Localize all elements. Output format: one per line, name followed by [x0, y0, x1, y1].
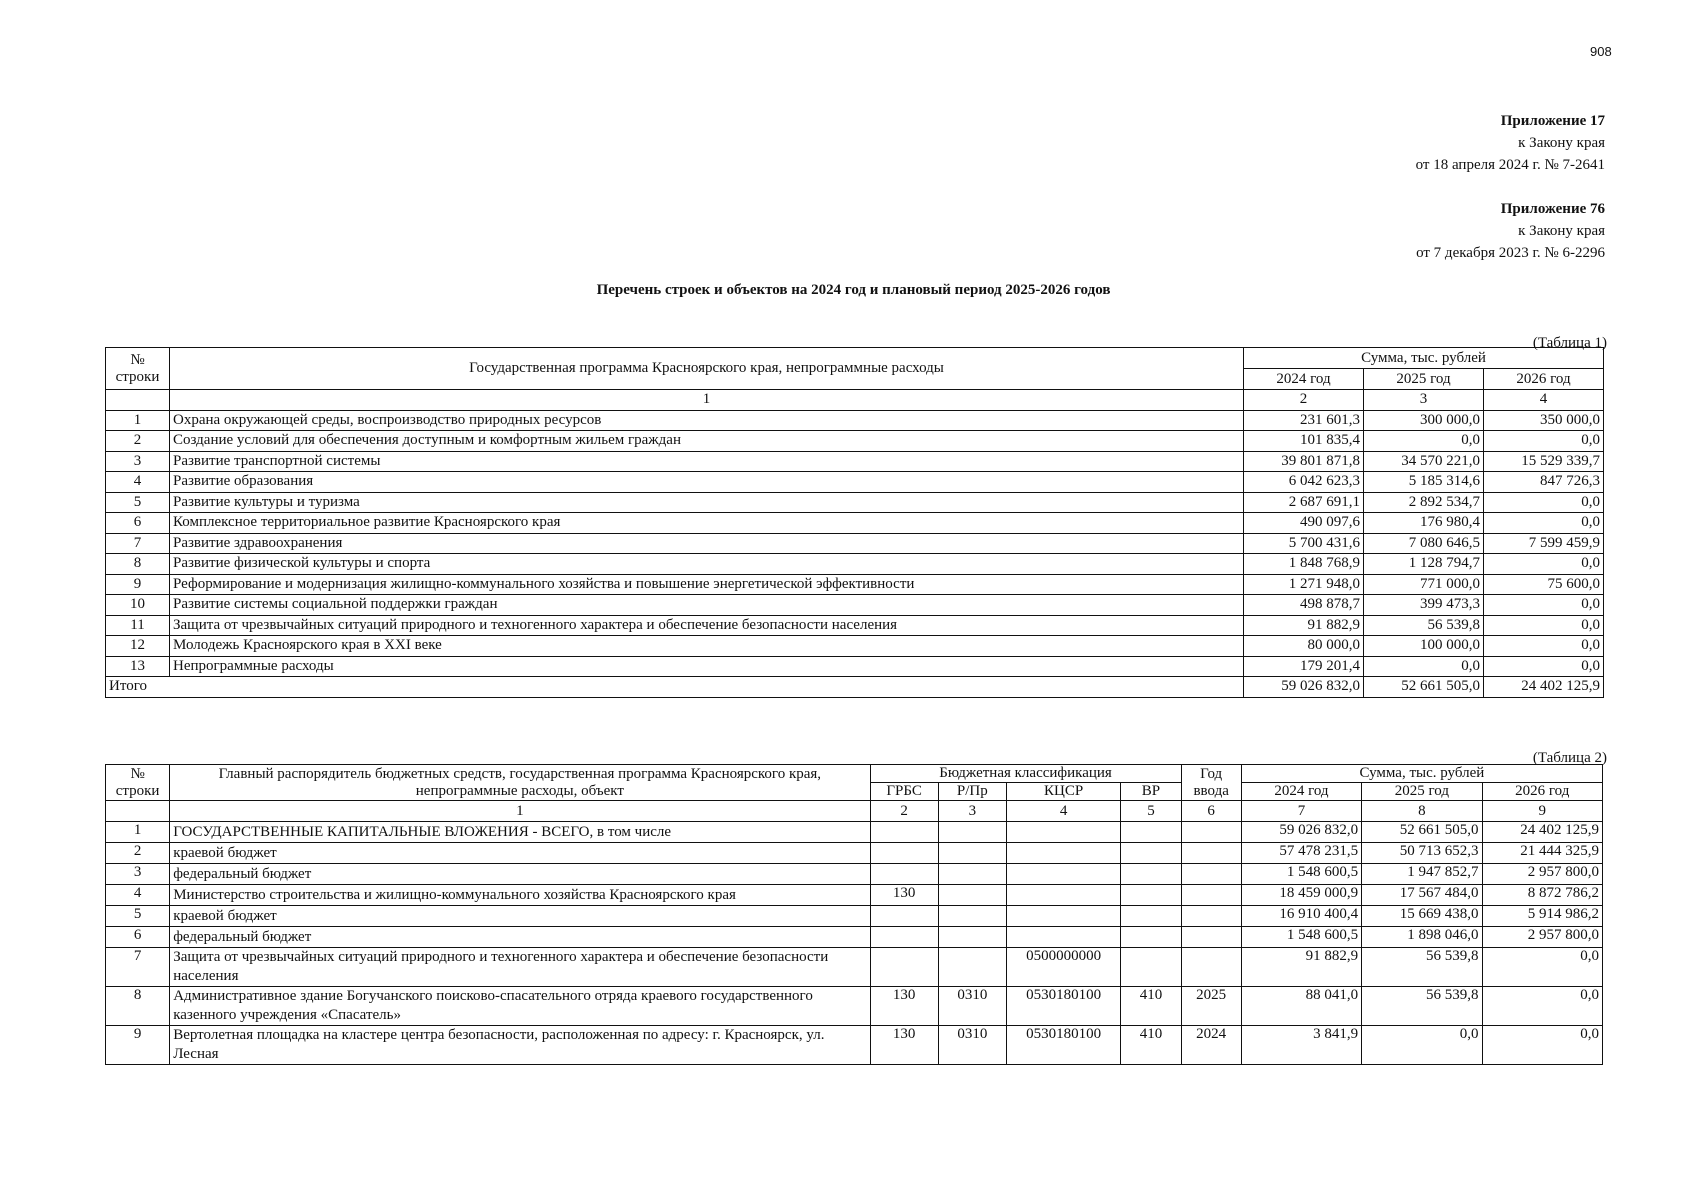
- table2-row-2024: 57 478 231,5: [1241, 843, 1361, 864]
- table1-row: [106, 410, 1604, 431]
- table2-row-no: 7: [106, 948, 170, 987]
- table2-row-vr: [1121, 927, 1181, 948]
- table1-row: [106, 656, 1604, 677]
- table2-row-2024: 3 841,9: [1241, 1026, 1361, 1065]
- table2-row-grbs: [870, 948, 938, 987]
- table2-row-grbs: 130: [870, 987, 938, 1026]
- table1-row-2026: 0,0: [1484, 513, 1604, 534]
- table2-row-2024: 1 548 600,5: [1241, 864, 1361, 885]
- table2-row-2026: 5 914 986,2: [1482, 906, 1602, 927]
- table2-colnum-blank: [106, 801, 170, 822]
- table2-row-2025: 50 713 652,3: [1362, 843, 1482, 864]
- table2-colnum: 2: [870, 801, 938, 822]
- table2-row-vr: 410: [1121, 1026, 1181, 1065]
- table2-row-2025: 56 539,8: [1362, 948, 1482, 987]
- table2-colnum: 9: [1482, 801, 1602, 822]
- table1-note: (Таблица 1): [1532, 335, 1607, 351]
- table2-row-rpr: [938, 948, 1006, 987]
- table2-row-2024: 88 041,0: [1241, 987, 1361, 1026]
- table1-total-label: Итого: [106, 677, 1244, 698]
- table2-row-vr: [1121, 864, 1181, 885]
- table2-note: (Таблица 2): [1532, 750, 1607, 766]
- table1-row: [106, 574, 1604, 595]
- table2-colnum: 8: [1362, 801, 1482, 822]
- table1-row: [106, 492, 1604, 513]
- table2-header-sum: Сумма, тыс. рублей: [1241, 765, 1602, 783]
- table2-row-2025: 1 898 046,0: [1362, 927, 1482, 948]
- table1-row: [106, 513, 1604, 534]
- table1-row-no: 5: [106, 492, 170, 513]
- table2-row-year: [1181, 822, 1241, 843]
- table1-row-2024: 231 601,3: [1244, 410, 1364, 431]
- table2-row-year: 2025: [1181, 987, 1241, 1026]
- table1-row-2025: 1 128 794,7: [1364, 554, 1484, 575]
- table1-row-2024: 498 878,7: [1244, 595, 1364, 616]
- table1-row-no: 13: [106, 656, 170, 677]
- table1-row-name: Развитие физической культуры и спорта: [170, 554, 1244, 575]
- table2-row-kcsr: 0530180100: [1006, 1026, 1120, 1065]
- table1-row-no: 6: [106, 513, 170, 534]
- table2-header-grbs: ГРБС: [870, 783, 938, 801]
- table2-row-2025: 0,0: [1362, 1026, 1482, 1065]
- table1: [105, 347, 1604, 698]
- table2-row: [106, 1026, 1603, 1065]
- table1-row-no: 12: [106, 636, 170, 657]
- table1-colnum: 3: [1364, 390, 1484, 411]
- table1-row-2026: 0,0: [1484, 636, 1604, 657]
- table1-row-no: 11: [106, 615, 170, 636]
- table1-header-2025: 2025 год: [1364, 369, 1484, 390]
- table2-header-name: Главный распорядитель бюджетных средств, государственная программа Красноярского края, непрограммные расходы, объект: [170, 765, 870, 801]
- table2-row: [106, 948, 1603, 987]
- table2-row-rpr: [938, 843, 1006, 864]
- table2-row-2025: 56 539,8: [1362, 987, 1482, 1026]
- table2-row: [106, 927, 1603, 948]
- table2-row-kcsr: [1006, 822, 1120, 843]
- table1-row-2026: 847 726,3: [1484, 472, 1604, 493]
- table1-colnum: 4: [1484, 390, 1604, 411]
- table1-row-2025: 5 185 314,6: [1364, 472, 1484, 493]
- table1-header-sum: Сумма, тыс. рублей: [1244, 348, 1604, 369]
- table1-total-2024: 59 026 832,0: [1244, 677, 1364, 698]
- table2-colnum: 3: [938, 801, 1006, 822]
- table1-row-2025: 34 570 221,0: [1364, 451, 1484, 472]
- table2-row-grbs: [870, 822, 938, 843]
- table1-total-2026: 24 402 125,9: [1484, 677, 1604, 698]
- table1-row-2026: 7 599 459,9: [1484, 533, 1604, 554]
- table2-row-rpr: [938, 822, 1006, 843]
- table1-total-row: [106, 677, 1604, 698]
- table1-row: [106, 595, 1604, 616]
- document-title: Перечень строек и объектов на 2024 год и плановый период 2025-2026 годов: [596, 282, 1111, 298]
- table2-row-kcsr: [1006, 927, 1120, 948]
- table2-row-2026: 0,0: [1482, 948, 1602, 987]
- table1-row: [106, 615, 1604, 636]
- table1-row-2026: 350 000,0: [1484, 410, 1604, 431]
- appendix-base-line1: к Закону края: [1518, 223, 1605, 239]
- table1-row: [106, 451, 1604, 472]
- table1-row-no: 1: [106, 410, 170, 431]
- table2-row: [106, 906, 1603, 927]
- table1-row-name: Молодежь Красноярского края в XXI веке: [170, 636, 1244, 657]
- table2-row-2024: 18 459 000,9: [1241, 885, 1361, 906]
- table1-row-name: Развитие культуры и туризма: [170, 492, 1244, 513]
- table1-row-2025: 100 000,0: [1364, 636, 1484, 657]
- table2-row-grbs: 130: [870, 1026, 938, 1065]
- table2-row-2024: 91 882,9: [1241, 948, 1361, 987]
- table2-row: [106, 843, 1603, 864]
- table2-row-rpr: [938, 885, 1006, 906]
- table2-row-rpr: [938, 927, 1006, 948]
- table1-colnum: 2: [1244, 390, 1364, 411]
- table1-row-2025: 0,0: [1364, 656, 1484, 677]
- table2-row-grbs: [870, 927, 938, 948]
- table1-row-name: Развитие транспортной системы: [170, 451, 1244, 472]
- table1-row-name: Развитие системы социальной поддержки граждан: [170, 595, 1244, 616]
- table1-row-no: 10: [106, 595, 170, 616]
- table2-row-rpr: [938, 906, 1006, 927]
- table2-row-kcsr: [1006, 906, 1120, 927]
- table2-row-2026: 24 402 125,9: [1482, 822, 1602, 843]
- table2-row-rpr: 0310: [938, 987, 1006, 1026]
- table2-row-2026: 2 957 800,0: [1482, 927, 1602, 948]
- table1-row-name: Создание условий для обеспечения доступным и комфортным жильем граждан: [170, 431, 1244, 452]
- table2-colnum: 7: [1241, 801, 1361, 822]
- table2-row-no: 3: [106, 864, 170, 885]
- table2-row-kcsr: [1006, 885, 1120, 906]
- appendix-current-title: Приложение 17: [1500, 113, 1605, 129]
- table1-row-2025: 300 000,0: [1364, 410, 1484, 431]
- table2: [105, 764, 1603, 1065]
- table2-row-name: Административное здание Богучанского поисково-спасательного отряда краевого государственного казенного учреждения «Спасатель»: [170, 987, 870, 1026]
- table1-row-name: Охрана окружающей среды, воспроизводство природных ресурсов: [170, 410, 1244, 431]
- table2-header-row-no: № строки: [106, 765, 170, 801]
- table1-row-2024: 80 000,0: [1244, 636, 1364, 657]
- table2-row: [106, 987, 1603, 1026]
- table1-row-2024: 490 097,6: [1244, 513, 1364, 534]
- table1-colnum-blank: [106, 390, 170, 411]
- table2-row-name: федеральный бюджет: [170, 864, 870, 885]
- table1-row-2026: 15 529 339,7: [1484, 451, 1604, 472]
- table1-row-2024: 1 848 768,9: [1244, 554, 1364, 575]
- table1-row: [106, 554, 1604, 575]
- table2-row-2025: 52 661 505,0: [1362, 822, 1482, 843]
- table1-row-2025: 771 000,0: [1364, 574, 1484, 595]
- table1-row-name: Непрограммные расходы: [170, 656, 1244, 677]
- table1-row-2026: 75 600,0: [1484, 574, 1604, 595]
- appendix-current: [1416, 110, 1605, 176]
- table2-row-name: федеральный бюджет: [170, 927, 870, 948]
- table1-row-2024: 5 700 431,6: [1244, 533, 1364, 554]
- table2-row-vr: [1121, 906, 1181, 927]
- table1-row-2026: 0,0: [1484, 554, 1604, 575]
- table2-colnum: 4: [1006, 801, 1120, 822]
- table2-colnum: 6: [1181, 801, 1241, 822]
- table2-row: [106, 822, 1603, 843]
- table2-row-2026: 8 872 786,2: [1482, 885, 1602, 906]
- table2-row-grbs: [870, 864, 938, 885]
- table2-row-year: [1181, 843, 1241, 864]
- table1-row-2026: 0,0: [1484, 431, 1604, 452]
- table2-colnum: 1: [170, 801, 870, 822]
- table2-row-name: Министерство строительства и жилищно-коммунального хозяйства Красноярского края: [170, 885, 870, 906]
- table2-row-grbs: 130: [870, 885, 938, 906]
- table1-row-2025: 7 080 646,5: [1364, 533, 1484, 554]
- table1-row-no: 8: [106, 554, 170, 575]
- table2-row-no: 5: [106, 906, 170, 927]
- page-number: 908: [1590, 44, 1612, 59]
- table1-header-program: Государственная программа Красноярского края, непрограммные расходы: [170, 348, 1244, 390]
- table1-row-2025: 0,0: [1364, 431, 1484, 452]
- table2-header-vr: ВР: [1121, 783, 1181, 801]
- table1-row: [106, 533, 1604, 554]
- table2-colnum: 5: [1121, 801, 1181, 822]
- table2-row-2026: 21 444 325,9: [1482, 843, 1602, 864]
- table2-row-2025: 15 669 438,0: [1362, 906, 1482, 927]
- table2-row-2025: 1 947 852,7: [1362, 864, 1482, 885]
- table1-row-2024: 179 201,4: [1244, 656, 1364, 677]
- table1-row-2024: 2 687 691,1: [1244, 492, 1364, 513]
- table1-row-2024: 6 042 623,3: [1244, 472, 1364, 493]
- table1-row-no: 9: [106, 574, 170, 595]
- table1-header-2026: 2026 год: [1484, 369, 1604, 390]
- table2-row: [106, 864, 1603, 885]
- table1-row-2026: 0,0: [1484, 615, 1604, 636]
- table2-row-year: [1181, 906, 1241, 927]
- table1-row-no: 7: [106, 533, 170, 554]
- table1-header-2024: 2024 год: [1244, 369, 1364, 390]
- table1-row: [106, 431, 1604, 452]
- table1-row-2024: 1 271 948,0: [1244, 574, 1364, 595]
- table2-row-vr: [1121, 843, 1181, 864]
- table2-row-rpr: [938, 864, 1006, 885]
- table2-header-rpr: Р/Пр: [938, 783, 1006, 801]
- table2-row-vr: [1121, 822, 1181, 843]
- table2-row-vr: [1121, 885, 1181, 906]
- table2-row-no: 9: [106, 1026, 170, 1065]
- table2-row-rpr: 0310: [938, 1026, 1006, 1065]
- table2-row-2026: 2 957 800,0: [1482, 864, 1602, 885]
- appendix-base: [1416, 198, 1605, 264]
- table1-row: [106, 472, 1604, 493]
- table2-row-name: краевой бюджет: [170, 843, 870, 864]
- table2-header-kcsr: КЦСР: [1006, 783, 1120, 801]
- table1-row-name: Реформирование и модернизация жилищно-коммунального хозяйства и повышение энергетической эффективности: [170, 574, 1244, 595]
- table2-row-no: 4: [106, 885, 170, 906]
- table1-row-2026: 0,0: [1484, 656, 1604, 677]
- table2-row-kcsr: 0500000000: [1006, 948, 1120, 987]
- table2-row-name: краевой бюджет: [170, 906, 870, 927]
- table1-row-no: 4: [106, 472, 170, 493]
- table2-row-year: [1181, 864, 1241, 885]
- table1-row-2025: 399 473,3: [1364, 595, 1484, 616]
- table2-row-2025: 17 567 484,0: [1362, 885, 1482, 906]
- table2-header-year-intro: Год ввода: [1181, 765, 1241, 801]
- table2-header-2024: 2024 год: [1241, 783, 1361, 801]
- table2-row-no: 8: [106, 987, 170, 1026]
- table2-row-2026: 0,0: [1482, 987, 1602, 1026]
- table2-row-grbs: [870, 843, 938, 864]
- table1-row-2024: 39 801 871,8: [1244, 451, 1364, 472]
- table1-row-2026: 0,0: [1484, 595, 1604, 616]
- table2-row-grbs: [870, 906, 938, 927]
- table1-row-no: 2: [106, 431, 170, 452]
- table2-row-no: 2: [106, 843, 170, 864]
- table2-row-name: ГОСУДАРСТВЕННЫЕ КАПИТАЛЬНЫЕ ВЛОЖЕНИЯ - ВСЕГО, в том числе: [170, 822, 870, 843]
- table2-row-year: 2024: [1181, 1026, 1241, 1065]
- appendix-base-title: Приложение 76: [1500, 201, 1605, 217]
- table2-row-year: [1181, 885, 1241, 906]
- table2-header-2025: 2025 год: [1362, 783, 1482, 801]
- table2-row-2026: 0,0: [1482, 1026, 1602, 1065]
- table2-row-no: 1: [106, 822, 170, 843]
- table1-row-2026: 0,0: [1484, 492, 1604, 513]
- table2-row-name: Защита от чрезвычайных ситуаций природного и техногенного характера и обеспечение безопасности населения: [170, 948, 870, 987]
- table2-row-no: 6: [106, 927, 170, 948]
- appendix-current-line2: от 18 апреля 2024 г. № 7-2641: [1415, 157, 1605, 173]
- table1-row-2025: 2 892 534,7: [1364, 492, 1484, 513]
- table2-row-name: Вертолетная площадка на кластере центра безопасности, расположенная по адресу: г. Красноярск, ул. Лесная: [170, 1026, 870, 1065]
- table2-row-kcsr: [1006, 864, 1120, 885]
- table1-row-name: Защита от чрезвычайных ситуаций природного и техногенного характера и обеспечение безопасности населения: [170, 615, 1244, 636]
- table2-row-2024: 1 548 600,5: [1241, 927, 1361, 948]
- table2-header-2026: 2026 год: [1482, 783, 1602, 801]
- table1-total-2025: 52 661 505,0: [1364, 677, 1484, 698]
- table1-row-name: Комплексное территориальное развитие Красноярского края: [170, 513, 1244, 534]
- table2-row-2024: 16 910 400,4: [1241, 906, 1361, 927]
- table1-row-name: Развитие образования: [170, 472, 1244, 493]
- table1-row-no: 3: [106, 451, 170, 472]
- table2-header-budget-class: Бюджетная классификация: [870, 765, 1181, 783]
- appendix-current-line1: к Закону края: [1518, 135, 1605, 151]
- table1-row-2024: 101 835,4: [1244, 431, 1364, 452]
- table2-row-vr: 410: [1121, 987, 1181, 1026]
- table1-row-2025: 56 539,8: [1364, 615, 1484, 636]
- table2-row: [106, 885, 1603, 906]
- table2-row-kcsr: 0530180100: [1006, 987, 1120, 1026]
- table1-header-row-no: № строки: [106, 348, 170, 390]
- table1-colnum: 1: [170, 390, 1244, 411]
- appendix-base-line2: от 7 декабря 2023 г. № 6-2296: [1416, 245, 1605, 261]
- table2-row-vr: [1121, 948, 1181, 987]
- table2-row-kcsr: [1006, 843, 1120, 864]
- table2-row-2024: 59 026 832,0: [1241, 822, 1361, 843]
- table2-row-year: [1181, 927, 1241, 948]
- table1-row-2024: 91 882,9: [1244, 615, 1364, 636]
- table1-row-2025: 176 980,4: [1364, 513, 1484, 534]
- table1-row-name: Развитие здравоохранения: [170, 533, 1244, 554]
- table2-row-year: [1181, 948, 1241, 987]
- table1-row: [106, 636, 1604, 657]
